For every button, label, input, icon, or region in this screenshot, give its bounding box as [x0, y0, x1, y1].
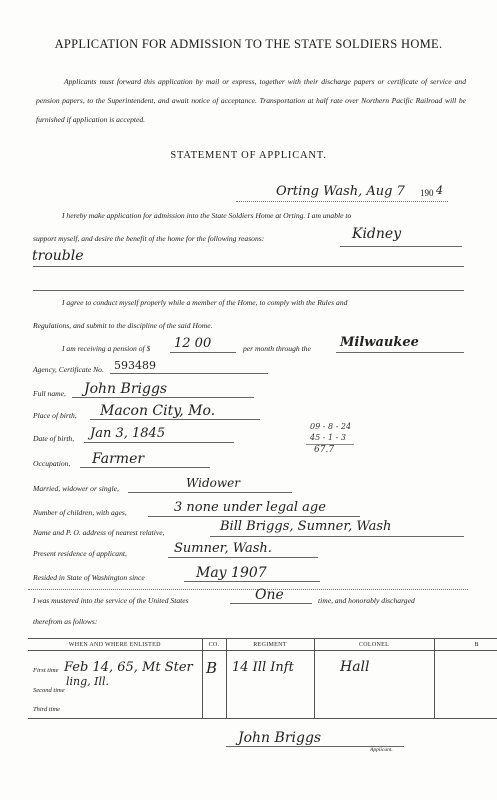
- conduct-line2: Regulations, and submit to the discipline of the said Home.: [33, 321, 213, 330]
- age-calc-2: 45 - 1 - 3: [310, 433, 346, 442]
- pension-agency: Milwaukee: [340, 335, 419, 350]
- reason-line-1: [340, 246, 462, 247]
- residence-label: Present residence of applicant,: [33, 549, 127, 558]
- marital-value: Widower: [186, 476, 240, 490]
- date-line: [236, 201, 448, 202]
- mustered-prefix: I was mustered into the service of the United States: [33, 596, 189, 605]
- therefrom-label: therefrom as follows:: [33, 617, 98, 626]
- full-name-line: [72, 397, 254, 398]
- full-name-value: John Briggs: [84, 381, 168, 397]
- reasons-intro-line1: I hereby make application for admission into the State Soldiers Home at Orting. I am unable to: [62, 211, 352, 220]
- dob-line: [84, 442, 234, 443]
- row-first-time: First time: [33, 667, 59, 674]
- full-name-label: Full name,: [33, 389, 66, 398]
- dob-label: Date of birth,: [33, 434, 75, 443]
- marital-label: Married, widower or single,: [33, 484, 119, 493]
- residence-value: Sumner, Wash.: [174, 541, 272, 556]
- occupation-value: Farmer: [92, 451, 145, 467]
- certificate-number: 593489: [114, 359, 156, 372]
- reason-line-2: [33, 266, 464, 267]
- reasons-intro-line2: support myself, and desire the benefit of the home for the following reasons:: [33, 234, 265, 243]
- pension-amount: 12 00: [174, 336, 212, 351]
- year-handwritten: 4: [436, 184, 443, 197]
- relative-value: Bill Briggs, Sumner, Wash: [220, 519, 392, 534]
- marital-line: [128, 492, 292, 493]
- pension-agency-line: [336, 352, 464, 353]
- reason-trouble: trouble: [32, 248, 84, 264]
- resided-line: [184, 581, 320, 582]
- occupation-line: [80, 467, 210, 468]
- form-title: APPLICATION FOR ADMISSION TO THE STATE SOLDIERS HOME.: [54, 37, 443, 51]
- pension-mid: per month through the: [243, 344, 311, 353]
- birthplace-line: [90, 419, 260, 420]
- entry-company-value: B: [206, 659, 218, 677]
- age-calc-result: 67.7: [314, 445, 335, 455]
- applicant-signature: John Briggs: [238, 730, 322, 746]
- table-bottom-rule: [28, 718, 497, 719]
- mustered-times-line: [230, 603, 312, 604]
- form-instructions: [36, 72, 466, 129]
- col-header-company: CO.: [202, 639, 226, 651]
- children-label: Number of children, with ages,: [33, 508, 127, 517]
- mustered-times-value: One: [255, 587, 284, 603]
- col-header-when-where: WHEN AND WHERE ENLISTED: [28, 639, 202, 651]
- col-header-regiment: REGIMENT: [226, 639, 314, 651]
- cell-colonel: [314, 651, 434, 720]
- place-date: Orting Wash, Aug 7: [276, 184, 405, 199]
- age-calc-1: 09 - 8 - 24: [310, 422, 352, 431]
- residence-line: [168, 557, 318, 558]
- birthplace-value: Macon City, Mo.: [100, 403, 216, 419]
- pension-prefix: I am receiving a pension of $: [62, 344, 151, 353]
- certificate-line: [110, 373, 268, 374]
- row-second-time: Second time: [33, 687, 65, 694]
- col-header-colonel: COLONEL: [314, 639, 434, 651]
- entry-regiment-value: 14 Ill Inft: [232, 660, 294, 675]
- col-header-truncated: B: [434, 639, 497, 651]
- cell-truncated: [434, 651, 497, 720]
- children-line: [148, 516, 360, 517]
- reason-kidney: Kidney: [352, 226, 402, 242]
- entry-when-value: Feb 14, 65, Mt Ster: [64, 660, 193, 675]
- children-value: 3 none under legal age: [174, 500, 326, 515]
- conduct-line1: I agree to conduct myself properly while a member of the Home, to comply with the Rules and: [62, 298, 348, 307]
- relative-label: Name and P. O. address of nearest relative,: [33, 528, 165, 537]
- entry-where-value: ling, Ill.: [66, 675, 110, 688]
- relative-line: [210, 536, 464, 537]
- resided-value: May 1907: [196, 565, 267, 581]
- entry-colonel-value: Hall: [340, 659, 370, 675]
- birthplace-label: Place of birth,: [33, 411, 77, 420]
- pension-amount-line: [170, 352, 236, 353]
- occupation-label: Occupation,: [33, 459, 71, 468]
- instructions-text: Applicants must forward this application by mail or express, together with their discharge papers or certificate of service and pension papers, to the Superintendent, and await notice of acceptance. Transportation at half rate over Northern Pacific Railroad will be furnished if application is accepted.: [36, 77, 466, 124]
- year-printed: 190: [420, 188, 434, 198]
- dob-value: Jan 3, 1845: [90, 426, 166, 441]
- signature-label: Applicant.: [370, 747, 393, 753]
- table-header-row: [28, 639, 497, 651]
- reason-line-3: [33, 290, 464, 291]
- section-divider: [28, 589, 468, 590]
- statement-heading: STATEMENT OF APPLICANT.: [170, 150, 327, 161]
- row-third-time: Third time: [33, 706, 61, 713]
- resided-label: Resided in State of Washington since: [33, 573, 145, 582]
- certificate-label: Agency, Certificate No.: [33, 365, 104, 374]
- mustered-suffix: time, and honorably discharged: [318, 596, 415, 605]
